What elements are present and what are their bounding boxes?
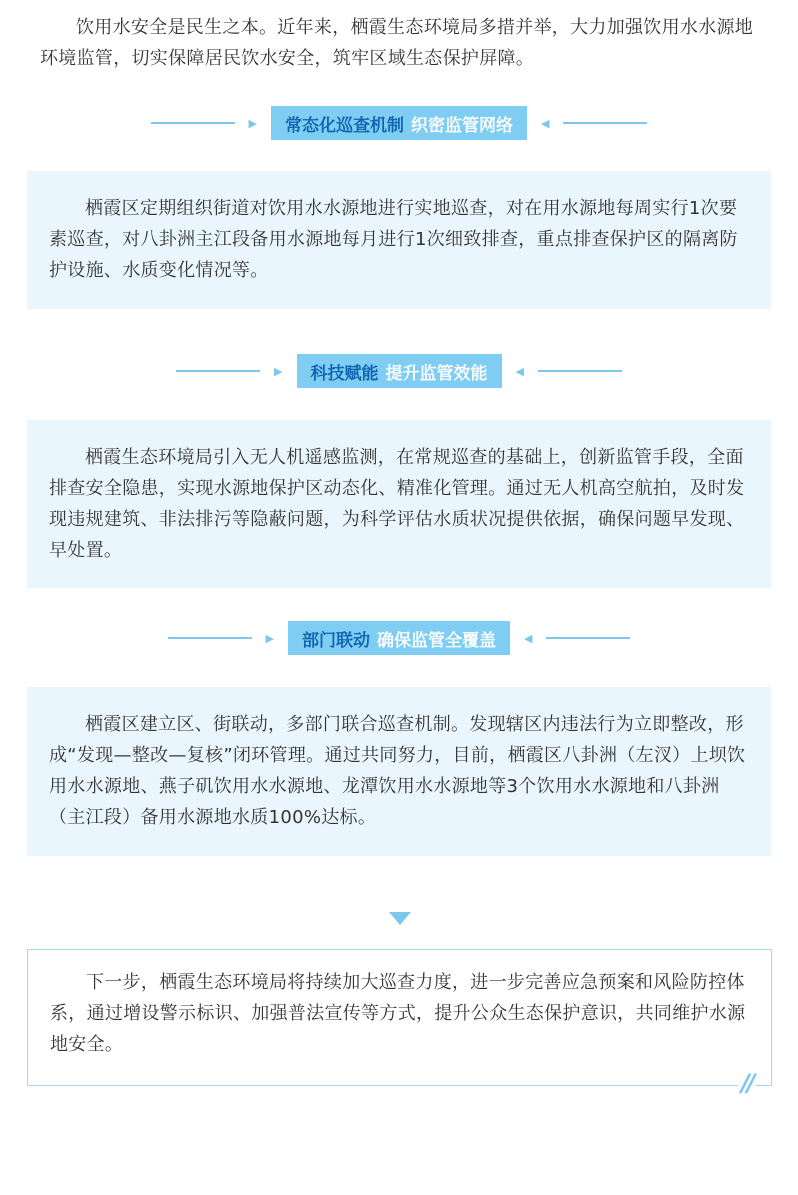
section-2-body: 栖霞生态环境局引入无人机遥感监测，在常规巡查的基础上，创新监管手段，全面排查安全隐患，实现水源地保护区动态化、精准化管理。通过无人机高空航拍，及时发现违规建筑、非法排污等隐蔽问题，为科学评估水质状况提供依据，确保问题早发现、早处置。 (49, 447, 745, 561)
triangle-down-icon (389, 912, 411, 925)
intro-paragraph: 饮用水安全是民生之本。近年来，栖霞生态环境局多措并举，大力加强饮用水水源地环境监管，切实保障居民饮水安全，筑牢区域生态保护屏障。 (40, 17, 754, 69)
divider-line-left (151, 122, 235, 124)
section-title-2 (0, 354, 798, 388)
section-title-3 (0, 621, 798, 655)
arrow-left-icon: ◀ (524, 631, 533, 645)
divider-line-right (538, 370, 622, 372)
arrow-right-icon: ▶ (248, 116, 257, 130)
section-title-primary: 科技赋能 (310, 363, 379, 384)
arrow-right-icon: ▶ (274, 364, 283, 378)
arrow-right-icon: ▶ (265, 631, 274, 645)
section-title-secondary: 确保监管全覆盖 (377, 630, 496, 651)
arrow-left-icon: ◀ (541, 116, 550, 130)
divider-line-left (176, 370, 260, 372)
section-title-1 (0, 106, 798, 140)
section-title-pill (271, 106, 527, 140)
section-title-primary: 常态化巡查机制 (285, 115, 404, 136)
conclusion-box (27, 949, 772, 1086)
divider-line-right (563, 122, 647, 124)
section-1-body: 栖霞区定期组织街道对饮用水水源地进行实地巡查，对在用水源地每周实行1次要素巡查，对八卦洲主江段备用水源地每月进行1次细致排查，重点排查保护区的隔离防护设施、水质变化情况等。 (49, 198, 738, 281)
arrow-left-icon: ◀ (515, 364, 524, 378)
section-title-pill (288, 621, 510, 655)
divider-line-left (168, 637, 252, 639)
conclusion-body: 下一步，栖霞生态环境局将持续加大巡查力度，进一步完善应急预案和风险防控体系，通过增设警示标识、加强普法宣传等方式，提升公众生态保护意识，共同维护水源地安全。 (50, 972, 746, 1055)
section-title-primary: 部门联动 (302, 630, 370, 651)
section-3-box (27, 687, 771, 856)
section-1-box (27, 171, 771, 309)
section-title-secondary: 织密监管网络 (411, 115, 513, 136)
section-2-box (27, 420, 771, 588)
section-3-body: 栖霞区建立区、街联动，多部门联合巡查机制。发现辖区内违法行为立即整改，形成“发现—整改—复核”闭环管理。通过共同努力，目前，栖霞区八卦洲（左汊）上坝饮用水水源地、燕子矶饮用水水源地、龙潭饮用水水源地等3个饮用水水源地和八卦洲（主江段）备用水源地水质100%达标。 (49, 714, 746, 828)
section-title-secondary: 提升监管效能 (385, 363, 488, 384)
quote-slash-icon: // (738, 1071, 756, 1095)
divider-line-right (546, 637, 630, 639)
section-title-pill (297, 354, 502, 388)
